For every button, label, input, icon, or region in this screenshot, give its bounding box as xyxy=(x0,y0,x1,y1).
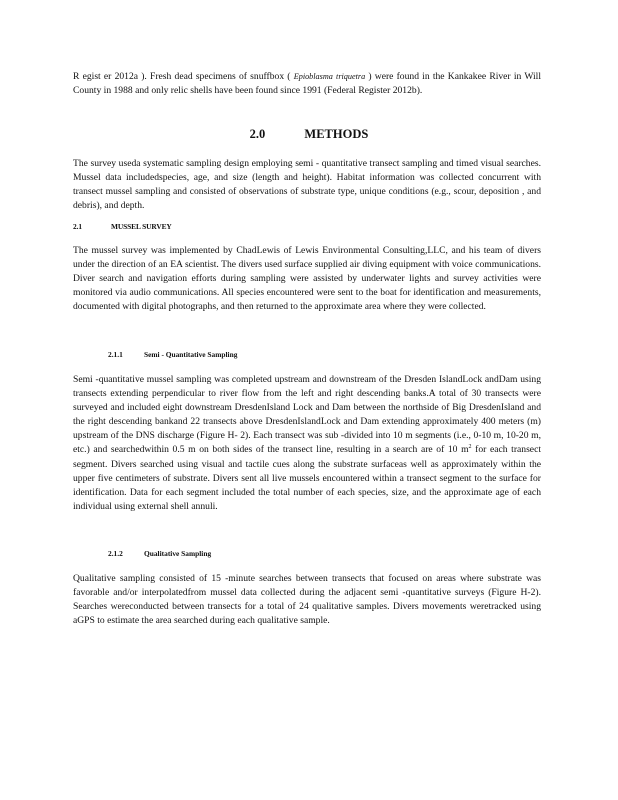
qualitative-title: Qualitative Sampling xyxy=(144,549,212,558)
intro-paragraph xyxy=(73,70,541,98)
semi-quant-paragraph xyxy=(73,373,541,514)
species-genus: Epioblasma xyxy=(293,72,333,81)
methods-body: The survey useda systematic sampling design employing semi - quantitative transect sampling and timed visual searches. Mussel data includedspecies, age, and size (length and height). Habitat information was collected concurrent with transect mussel sampling and consisted of observations of substrate type, unique conditions (e.g., scour, deposition , and debris), and depth. xyxy=(73,158,541,212)
methods-paragraph xyxy=(73,157,541,213)
qualitative-heading xyxy=(108,549,211,558)
semi-quant-heading xyxy=(108,350,237,359)
methods-number: 2.0 xyxy=(249,127,266,141)
semi-quant-body-start: Semi -quantitative mussel sampling was completed upstream and downstream of the Dresden IslandLock andDam using transects extending perpendicular to river flow from the left and right descending banks.A total of 30 transects were surveyed and included eight downstream DresdenIsland Lock and Dam between the northside of Big DresdenIsland and the right descending bankand 22 transects above DresdenIslandLock and Dam extending approximately 400 meters (m) upstream of the DNS discharge (Figure H- 2). Each transect was sub -divided into 10 m segments (i.e., 0-10 m, 10-20 m, etc.) and searchedwithin 0.5 m on both sides of the transect line, resulting in a search are of 10 m xyxy=(73,374,541,456)
qualitative-number: 2.1.2 xyxy=(108,549,123,558)
mussel-survey-title: MUSSEL SURVEY xyxy=(111,222,172,231)
semi-quant-title: Semi - Quantitative Sampling xyxy=(144,350,238,359)
square-superscript: 2 xyxy=(468,444,472,451)
mussel-survey-body: The mussel survey was implemented by ChadLewis of Lewis Environmental Consulting,LLC, and his team of divers under the direction of an EA scientist. The divers used surface supplied air diving equipment with voice communications. Diver search and navigation efforts during sampling were assisted by underwater lights and survey activities were monitored via audio communications. All species encountered were sent to the boat for identification and measurements, documented with digital photographs, and then returned to the approximate area where they were collected. xyxy=(73,245,541,313)
mussel-survey-heading xyxy=(73,222,172,231)
mussel-survey-number: 2.1 xyxy=(73,222,82,231)
qualitative-paragraph xyxy=(73,572,541,628)
semi-quant-body-end: for each transect segment. Divers searched using visual and tactile cues along the substrate surfaceas well as approximately within the upper five centimeters of substrate. Divers sent all live mussels encountered within a transect segment to the surface for identification. Data for each segment included the total number of each species, size, and the approximate age of each individual using external shell annuli. xyxy=(73,444,541,512)
mussel-survey-paragraph xyxy=(73,244,541,314)
qualitative-body: Qualitative sampling consisted of 15 -minute searches between transects that focused on areas where substrate was favorable and/or interpolatedfrom mussel data collected during the adjacent semi -quantitative surveys (Figure H-2). Searches wereconducted between transects for a total of 24 qualitative samples. Divers movements weretracked using aGPS to estimate the area searched during each qualitative sample. xyxy=(73,573,541,627)
species-epithet: triquetra xyxy=(336,72,366,81)
intro-text-start: R egist er 2012a ). Fresh dead specimens of snuffbox ( xyxy=(73,71,291,82)
methods-title: METHODS xyxy=(304,127,369,141)
intro-text-end: ) were found in the Kankakee River in Will County in 1988 and only relic shells have been found since 1991 (Federal Register 2012b). xyxy=(73,71,541,97)
methods-heading xyxy=(0,127,618,142)
semi-quant-number: 2.1.1 xyxy=(108,350,123,359)
